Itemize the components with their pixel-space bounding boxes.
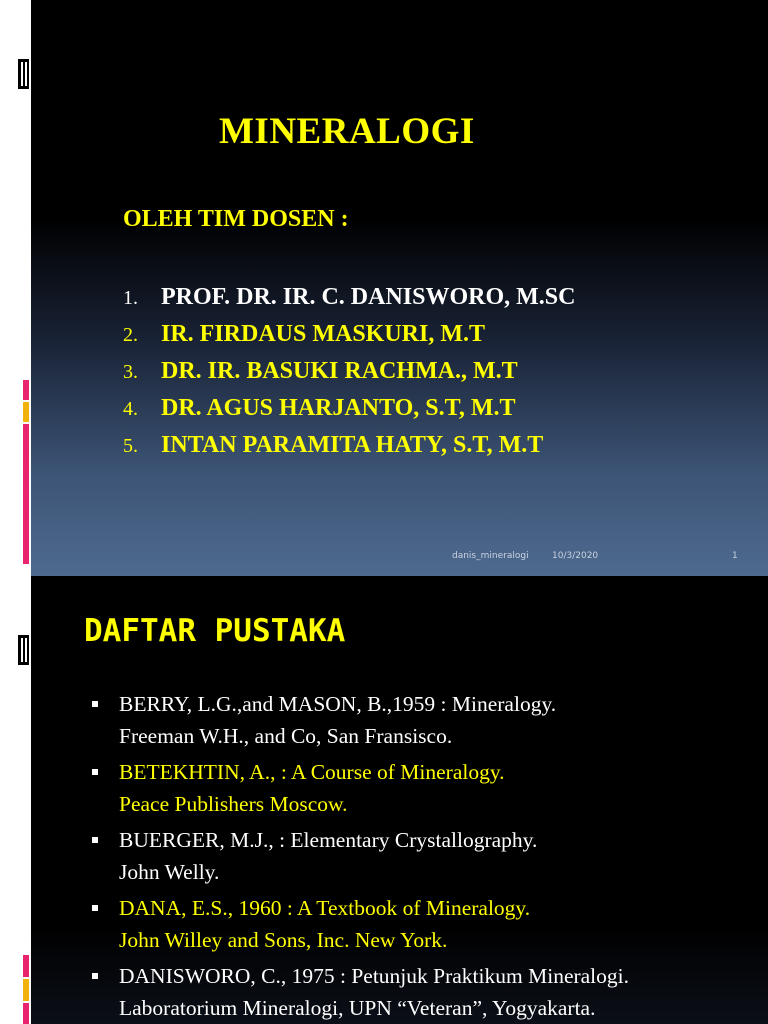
- reference-line: DANISWORO, C., 1975 : Petunjuk Praktikum Mineralogi.: [119, 964, 630, 988]
- lecturer-item: [123, 355, 575, 392]
- reference-line: Peace Publishers Moscow.: [119, 792, 348, 816]
- reference-line: John Welly.: [119, 860, 220, 884]
- accent-bar: [23, 979, 29, 1001]
- reference-line: Laboratorium Mineralogi, UPN “Veteran”, Yogyakarta.: [119, 996, 596, 1020]
- square-bullet-icon: [92, 973, 98, 979]
- footer-author: danis_mineralogi: [452, 551, 529, 561]
- accent-bar: [23, 380, 29, 400]
- footer-date: 10/3/2020: [552, 551, 599, 561]
- reference-line: DANA, E.S., 1960 : A Textbook of Mineralogy.: [119, 896, 531, 920]
- slide-title: DAFTAR PUSTAKA: [84, 613, 346, 649]
- lecturer-name: INTAN PARAMITA HATY, S.T, M.T: [161, 432, 544, 458]
- reference-item: [62, 892, 629, 960]
- reference-item: [62, 756, 629, 824]
- lecturer-item: [123, 392, 575, 429]
- lecturer-list: [123, 281, 575, 466]
- lecturer-item: [123, 429, 575, 466]
- slide-2: [31, 576, 768, 1024]
- accent-bar: [23, 1003, 29, 1024]
- slide-title: MINERALOGI: [219, 111, 475, 152]
- slide-subtitle: OLEH TIM DOSEN :: [123, 206, 349, 232]
- reference-line: Freeman W.H., and Co, San Fransisco.: [119, 724, 453, 748]
- slide-1: [31, 0, 768, 576]
- reference-list: [62, 688, 629, 1024]
- list-number: 4.: [123, 398, 138, 420]
- list-number: 5.: [123, 435, 138, 457]
- lecturer-name: PROF. DR. IR. C. DANISWORO, M.SC: [161, 284, 576, 310]
- square-bullet-icon: [92, 905, 98, 911]
- reference-line: BUERGER, M.J., : Elementary Crystallography.: [119, 828, 538, 852]
- slide-2-marker-icon: [18, 635, 29, 665]
- reference-line: John Willey and Sons, Inc. New York.: [119, 928, 448, 952]
- reference-line: BERRY, L.G.,and MASON, B.,1959 : Mineralogy.: [119, 692, 557, 716]
- lecturer-name: IR. FIRDAUS MASKURI, M.T: [161, 321, 486, 347]
- reference-item: [62, 688, 629, 756]
- reference-item: [62, 824, 629, 892]
- reference-item: [62, 960, 629, 1024]
- slide-1-marker-icon: [18, 59, 29, 89]
- lecturer-item: [123, 318, 575, 355]
- lecturer-item: [123, 281, 575, 318]
- square-bullet-icon: [92, 769, 98, 775]
- lecturer-name: DR. AGUS HARJANTO, S.T, M.T: [161, 395, 516, 421]
- list-number: 3.: [123, 361, 138, 383]
- reference-line: BETEKHTIN, A., : A Course of Mineralogy.: [119, 760, 505, 784]
- accent-bar: [23, 402, 29, 422]
- accent-bar: [23, 424, 29, 564]
- list-number: 2.: [123, 324, 138, 346]
- square-bullet-icon: [92, 701, 98, 707]
- list-number: 1.: [123, 287, 138, 309]
- footer-page-number: 1: [732, 551, 738, 561]
- lecturer-name: DR. IR. BASUKI RACHMA., M.T: [161, 358, 518, 384]
- square-bullet-icon: [92, 837, 98, 843]
- accent-bar: [23, 955, 29, 977]
